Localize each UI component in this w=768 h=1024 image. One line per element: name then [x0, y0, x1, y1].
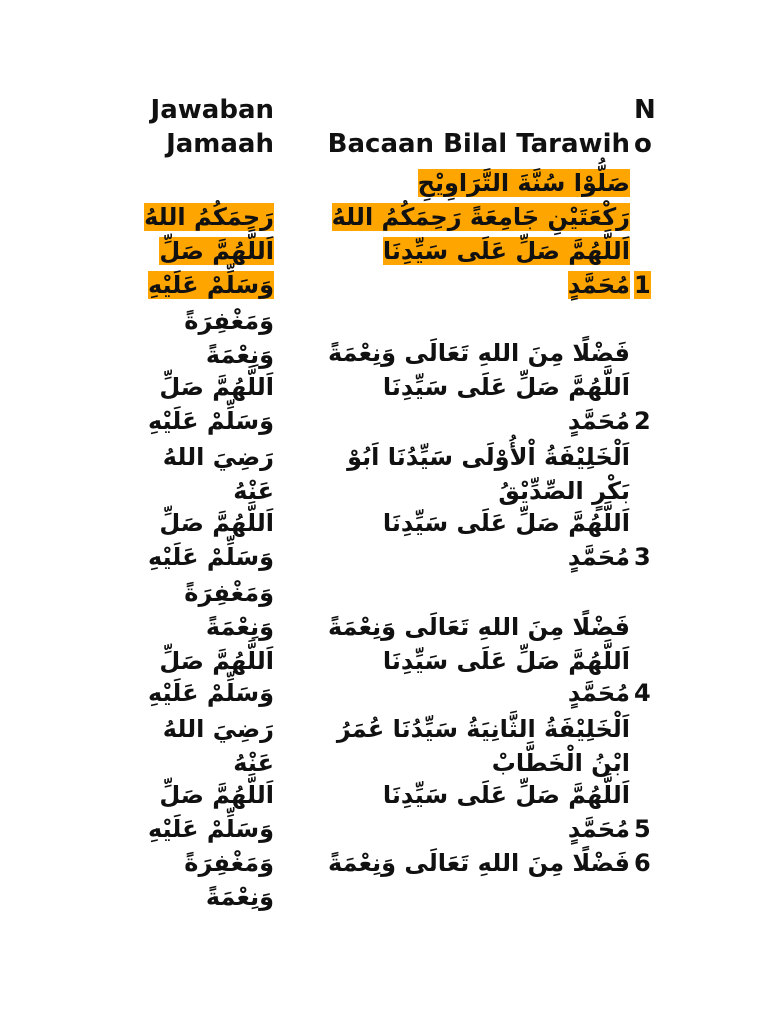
row1-number: 1 — [634, 271, 651, 299]
row4-jawaban-line1: وَمَغْفِرَةً — [184, 579, 274, 607]
row3-bacaan-line1: اَلْخَلِيْفَةُ اْلأُوْلَى سَيِّدُنَا اَبُوْ — [347, 443, 630, 471]
row2-bacaan-line1: فَضْلًا مِنَ اللهِ تَعَالَى وَنِعْمَةً — [327, 339, 630, 367]
row3-jawaban-line4: وَسَلِّمْ عَلَيْهِ — [147, 543, 274, 571]
row1-jawaban-line2: اَللَّهُمَّ صَلِّ — [159, 237, 274, 265]
row2-bacaan-line2: اَللَّهُمَّ صَلِّ عَلَى سَيِّدِنَا — [382, 373, 630, 401]
row2-number: 2 — [634, 407, 651, 435]
row5-bacaan-line1: اَلْخَلِيْفَةُ الثَّانِيَةُ سَيِّدُنَا عُمَرُ — [336, 715, 630, 743]
row3-jawaban-line2: عَنْهُ — [233, 477, 274, 505]
row5-jawaban-line3: اَللَّهُمَّ صَلِّ — [159, 781, 274, 809]
row1-bacaan-line4: مُحَمَّدٍ — [567, 271, 630, 299]
row3-bacaan-line3: اَللَّهُمَّ صَلِّ عَلَى سَيِّدِنَا — [382, 509, 630, 537]
row1-bacaan-line3: اَللَّهُمَّ صَلِّ عَلَى سَيِّدِنَا — [382, 237, 630, 265]
header-no-line1: N — [634, 95, 656, 125]
row1-jawaban-line3: وَسَلِّمْ عَلَيْهِ — [147, 271, 274, 299]
row6-bacaan-line1: فَضْلًا مِنَ اللهِ تَعَالَى وَنِعْمَةً — [327, 849, 630, 877]
row4-number: 4 — [634, 679, 651, 707]
row2-jawaban-line2: وَنِعْمَةً — [205, 341, 274, 369]
row3-bacaan-line2: بَكْرٍ الصِّدِّيْقُ — [498, 477, 630, 505]
header-bacaan-bilal: Bacaan Bilal Tarawih — [327, 129, 630, 159]
row4-jawaban-line3: اَللَّهُمَّ صَلِّ — [159, 647, 274, 675]
row5-number: 5 — [634, 815, 651, 843]
row3-jawaban-line3: اَللَّهُمَّ صَلِّ — [159, 509, 274, 537]
row4-bacaan-line1: فَضْلًا مِنَ اللهِ تَعَالَى وَنِعْمَةً — [327, 613, 630, 641]
row2-jawaban-line4: وَسَلِّمْ عَلَيْهِ — [147, 407, 274, 435]
row2-bacaan-line3: مُحَمَّدٍ — [567, 407, 630, 435]
row3-jawaban-line1: رَضِيَ اللهُ — [162, 443, 274, 471]
row2-jawaban-line3: اَللَّهُمَّ صَلِّ — [159, 373, 274, 401]
row1-bacaan-line1: صَلُّوْا سُنَّةَ التَّرَاوِيْحِ — [417, 169, 630, 197]
header-jawaban-jamaah-line1: Jawaban — [150, 95, 274, 125]
row4-jawaban-line4: وَسَلِّمْ عَلَيْهِ — [147, 679, 274, 707]
header-no-line2: o — [634, 129, 652, 159]
row5-jawaban-line4: وَسَلِّمْ عَلَيْهِ — [147, 815, 274, 843]
row3-bacaan-line4: مُحَمَّدٍ — [567, 543, 630, 571]
header-jawaban-jamaah-line2: Jamaah — [166, 129, 274, 159]
row6-number: 6 — [634, 849, 651, 877]
row5-jawaban-line2: عَنْهُ — [233, 749, 274, 777]
row6-jawaban-line1: وَمَغْفِرَةً — [184, 849, 274, 877]
row4-bacaan-line2: اَللَّهُمَّ صَلِّ عَلَى سَيِّدِنَا — [382, 647, 630, 675]
row1-jawaban-line1: رَحِمَكُمُ اللهُ — [144, 203, 274, 231]
row4-bacaan-line3: مُحَمَّدٍ — [567, 679, 630, 707]
row1-bacaan-line2: رَكْعَتَيْنِ جَامِعَةً رَحِمَكُمُ اللهُ — [331, 203, 630, 231]
row6-jawaban-line2: وَنِعْمَةً — [205, 883, 274, 911]
row3-number: 3 — [634, 543, 651, 571]
row4-jawaban-line2: وَنِعْمَةً — [205, 613, 274, 641]
row5-bacaan-line4: مُحَمَّدٍ — [567, 815, 630, 843]
row5-bacaan-line3: اَللَّهُمَّ صَلِّ عَلَى سَيِّدِنَا — [382, 781, 630, 809]
row5-jawaban-line1: رَضِيَ اللهُ — [162, 715, 274, 743]
row5-bacaan-line2: ابْنُ الْخَطَّابْ — [491, 749, 630, 777]
row2-jawaban-line1: وَمَغْفِرَةً — [184, 307, 274, 335]
